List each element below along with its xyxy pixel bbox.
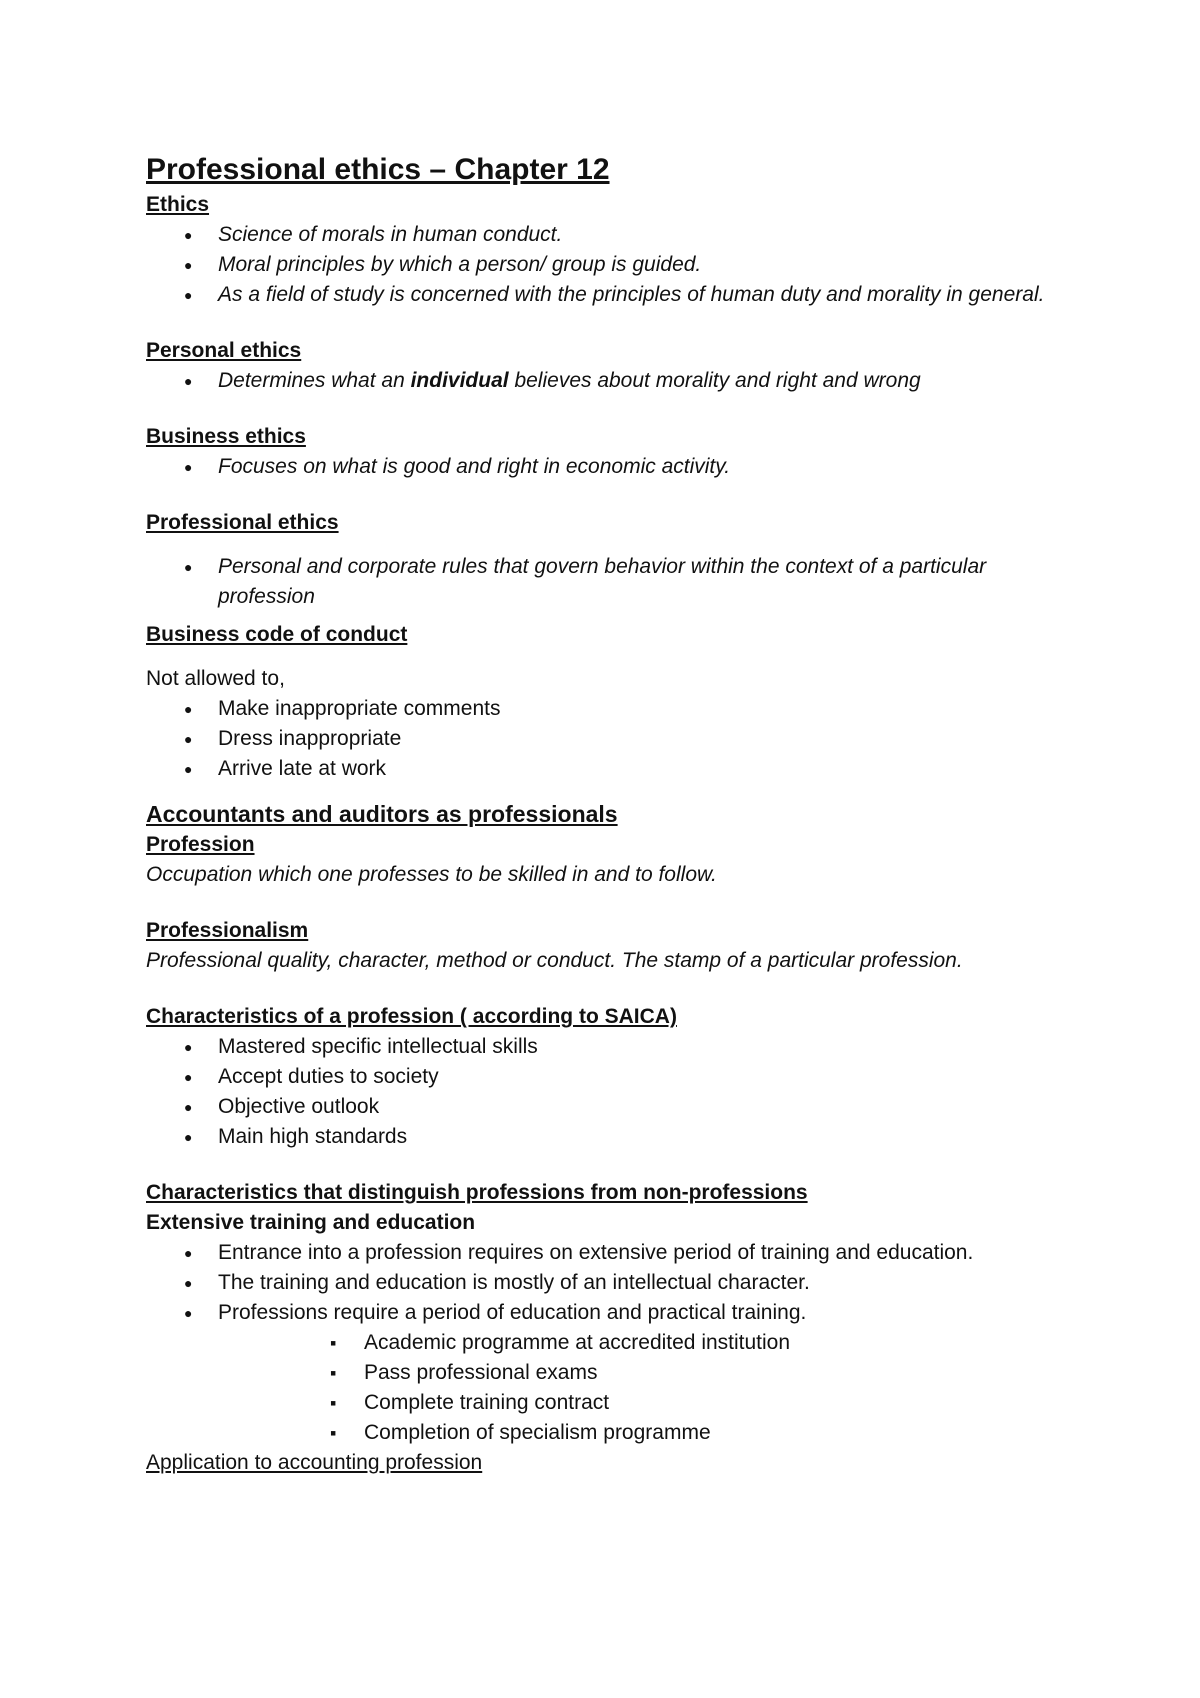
sub-list-item: ▪ Academic programme at accredited institution (364, 1328, 1076, 1358)
list-item: ● Dress inappropriate (218, 724, 1076, 754)
distinguish-heading: Characteristics that distinguish professions from non-professions (146, 1181, 808, 1204)
list-item: ● Focuses on what is good and right in economic activity. (218, 452, 1076, 482)
list-item: ● Entrance into a profession requires on extensive period of training and education. (218, 1238, 1076, 1268)
profession-heading: Profession (146, 833, 255, 856)
document-page (146, 150, 1076, 1478)
training-sublist (146, 1328, 1076, 1448)
ethics-list (146, 220, 1076, 310)
professional-ethics-list (146, 552, 1076, 612)
item-text: believes about morality and right and wrong (508, 369, 921, 392)
sub-list-item: ▪ Completion of specialism programme (364, 1418, 1076, 1448)
professional-ethics-heading: Professional ethics (146, 511, 339, 534)
professionalism-heading: Professionalism (146, 919, 309, 942)
list-item: ● The training and education is mostly of an intellectual character. (218, 1268, 1076, 1298)
business-code-intro: Not allowed to, (146, 667, 285, 690)
business-code-heading: Business code of conduct (146, 623, 408, 646)
training-subheading: Extensive training and education (146, 1211, 476, 1234)
list-item: ● Accept duties to society (218, 1062, 1076, 1092)
saica-characteristics-list (146, 1032, 1076, 1152)
list-item: ● Main high standards (218, 1122, 1076, 1152)
list-item: ● Objective outlook (218, 1092, 1076, 1122)
list-item: ● Science of morals in human conduct. (218, 220, 1076, 250)
item-emphasis: individual (410, 369, 509, 392)
ethics-heading: Ethics (146, 193, 210, 216)
business-ethics-list (146, 452, 1076, 482)
list-item: ● Personal and corporate rules that govern behavior within the context of a particular profession (218, 552, 1076, 612)
accountants-heading: Accountants and auditors as professionals (146, 801, 618, 827)
personal-ethics-list (146, 366, 1076, 396)
list-item: ● Arrive late at work (218, 754, 1076, 784)
professionalism-definition: Professional quality, character, method or conduct. The stamp of a particular profession. (146, 949, 963, 972)
list-item: ● As a field of study is concerned with the principles of human duty and morality in general. (218, 280, 1076, 310)
sub-list-item: ▪ Complete training contract (364, 1388, 1076, 1418)
list-item (218, 366, 1076, 396)
business-code-list (146, 694, 1076, 784)
saica-characteristics-heading: Characteristics of a profession ( according to SAICA) (146, 1005, 677, 1028)
business-ethics-heading: Business ethics (146, 425, 306, 448)
item-text: Determines what an (218, 369, 411, 392)
profession-definition: Occupation which one professes to be skilled in and to follow. (146, 863, 717, 886)
list-item: ● Moral principles by which a person/ group is guided. (218, 250, 1076, 280)
list-item: ● Professions require a period of education and practical training. (218, 1298, 1076, 1328)
sub-list-item: ▪ Pass professional exams (364, 1358, 1076, 1388)
personal-ethics-heading: Personal ethics (146, 339, 302, 362)
list-item: ● Mastered specific intellectual skills (218, 1032, 1076, 1062)
page-title: Professional ethics – Chapter 12 (146, 153, 610, 186)
application-heading: Application to accounting profession (146, 1451, 483, 1474)
list-item: ● Make inappropriate comments (218, 694, 1076, 724)
training-list (146, 1238, 1076, 1328)
